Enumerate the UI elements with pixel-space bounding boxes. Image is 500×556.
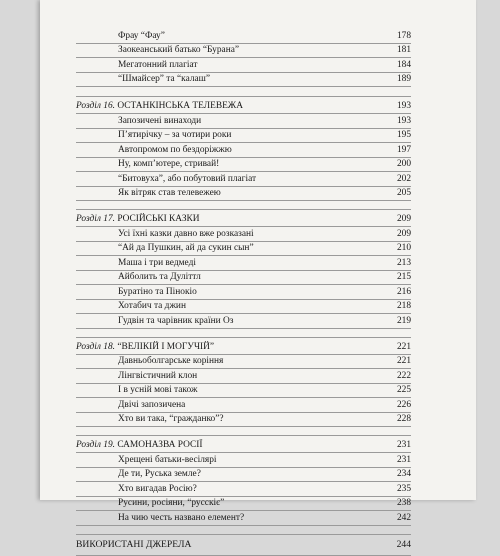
toc-entry-page: 178: [396, 30, 411, 41]
toc-entry-page: 213: [396, 257, 411, 268]
toc-entry[interactable]: [76, 114, 411, 129]
toc-entry[interactable]: [76, 468, 411, 483]
toc-entry[interactable]: [76, 227, 411, 242]
toc-entry-title: Заокеанський батько “Бурана”: [118, 45, 240, 55]
toc-section-heading[interactable]: [76, 435, 411, 453]
toc-entry[interactable]: [76, 384, 411, 399]
section-page: 221: [396, 341, 411, 352]
toc-entry-page: 184: [396, 59, 411, 70]
toc-entry-page: 222: [396, 370, 411, 381]
section-title: САМОНАЗВА РОСІЇ: [117, 440, 203, 450]
toc-entry-title: Хрещені батьки-весілярі: [118, 454, 217, 465]
toc-entry[interactable]: [76, 58, 411, 73]
toc-entry-page: 195: [396, 130, 411, 140]
toc-entry[interactable]: [76, 256, 411, 271]
toc-entry-page: 234: [396, 469, 411, 479]
final-title: ВИКОРИСТАНІ ДЖЕРЕЛА: [76, 539, 192, 550]
toc-entry-title: “Битовуха”, або побутовий плагіат: [118, 173, 257, 184]
toc-entry-title: “Шмайсер” та “калаш”: [118, 74, 211, 84]
toc-entry-title: Запозичені винаходи: [118, 115, 202, 126]
toc-entry[interactable]: [76, 413, 411, 428]
toc-entry-title: Усі їхні казки давно вже розказані: [118, 228, 254, 239]
toc-entry-page: 215: [396, 272, 411, 282]
toc-entry-title: Хто ви така, “гражданко”?: [118, 414, 224, 424]
section-label: Розділ 17.: [76, 214, 115, 224]
toc-entry[interactable]: [76, 172, 411, 187]
toc-entry[interactable]: [76, 73, 411, 88]
toc-section-heading[interactable]: [76, 96, 411, 114]
toc-entry-title: Автопромом по бездоріжжю: [118, 144, 232, 155]
toc-entry-page: 189: [396, 74, 411, 84]
toc-entry[interactable]: [76, 129, 411, 144]
toc-entry-page: 226: [396, 399, 411, 410]
table-of-contents: [76, 29, 411, 556]
toc-entry-page: 216: [396, 286, 411, 297]
toc-entry-title: Русини, росіяни, “русскіє”: [118, 498, 225, 508]
section-page: 231: [396, 440, 411, 450]
toc-entry-title: Маша і три ведмеді: [118, 257, 196, 268]
toc-entry[interactable]: [76, 29, 411, 44]
toc-entry-page: 219: [396, 315, 411, 326]
section-title: РОСІЙСЬКІ КАЗКИ: [117, 214, 200, 224]
toc-entry[interactable]: [76, 44, 411, 59]
toc-entry[interactable]: [76, 271, 411, 286]
final-page: 244: [396, 539, 411, 550]
toc-entry-title: На чию честь названо елемент?: [118, 512, 245, 523]
toc-entry-title: Гудвін та чарівник країни Оз: [118, 315, 234, 326]
toc-entry-page: 231: [396, 454, 411, 465]
toc-entry[interactable]: [76, 300, 411, 315]
toc-section-heading[interactable]: [76, 209, 411, 227]
toc-entry[interactable]: [76, 242, 411, 257]
toc-entry[interactable]: [76, 355, 411, 370]
toc-final-entry[interactable]: [76, 534, 411, 556]
toc-entry-page: 218: [396, 301, 411, 311]
section-label: Розділ 16.: [76, 101, 115, 111]
toc-entry-page: 225: [396, 385, 411, 395]
toc-entry-title: Мегатонний плагіат: [118, 59, 198, 70]
toc-entry[interactable]: [76, 314, 411, 329]
toc-entry-page: 181: [396, 45, 411, 55]
section-title: ОСТАНКІНСЬКА ТЕЛЕВЕЖА: [117, 101, 243, 111]
toc-entry[interactable]: [76, 187, 411, 202]
toc-entry-page: 197: [396, 144, 411, 155]
toc-entry-page: 228: [396, 414, 411, 424]
toc-entry-page: 209: [396, 228, 411, 239]
toc-entry-title: Ну, комп’ютере, стривай!: [118, 159, 220, 169]
toc-entry[interactable]: [76, 158, 411, 173]
toc-entry-title: Фрау “Фау”: [118, 30, 165, 41]
toc-entry[interactable]: [76, 511, 411, 526]
toc-entry-title: Хто вигадав Росію?: [118, 483, 197, 494]
toc-entry-title: Двічі запозичена: [118, 399, 186, 410]
toc-entry-title: Айболить та Дуліттл: [118, 272, 201, 282]
toc-entry-page: 242: [396, 512, 411, 523]
toc-entry-page: 193: [396, 115, 411, 126]
toc-entry-title: Лінгвістичний клон: [118, 370, 198, 381]
section-title: “ВЕЛІКІЙ І МОГУЧІЙ”: [117, 341, 215, 352]
toc-entry-page: 210: [396, 243, 411, 253]
toc-entry[interactable]: [76, 369, 411, 384]
toc-entry-page: 202: [396, 173, 411, 184]
section-page: 209: [396, 214, 411, 224]
toc-entry-title: Де ти, Руська земле?: [118, 469, 201, 479]
toc-entry-title: Хотабич та джин: [118, 301, 186, 311]
section-label: Розділ 19.: [76, 440, 115, 450]
toc-section-heading[interactable]: [76, 337, 411, 355]
toc-entry[interactable]: [76, 143, 411, 158]
toc-entry-title: “Ай да Пушкин, ай да сукин сын”: [118, 243, 254, 253]
toc-entry[interactable]: [76, 285, 411, 300]
toc-entry-title: Буратіно та Пінокіо: [118, 286, 197, 297]
toc-entry-title: П’ятирічку – за чотири роки: [118, 130, 232, 140]
toc-entry[interactable]: [76, 482, 411, 497]
toc-entry-page: 238: [396, 498, 411, 508]
toc-entry-page: 200: [396, 159, 411, 169]
section-label: Розділ 18.: [76, 341, 115, 352]
toc-entry-page: 221: [396, 356, 411, 366]
toc-entry-title: Як вітряк став телевежею: [118, 188, 221, 198]
section-page: 193: [396, 101, 411, 111]
toc-entry-title: І в усній мові також: [118, 385, 198, 395]
toc-entry[interactable]: [76, 398, 411, 413]
toc-entry[interactable]: [76, 453, 411, 468]
toc-entry-page: 205: [396, 188, 411, 198]
toc-entry-title: Давньоболгарське коріння: [118, 356, 224, 366]
toc-entry-page: 235: [396, 483, 411, 494]
toc-entry[interactable]: [76, 497, 411, 512]
